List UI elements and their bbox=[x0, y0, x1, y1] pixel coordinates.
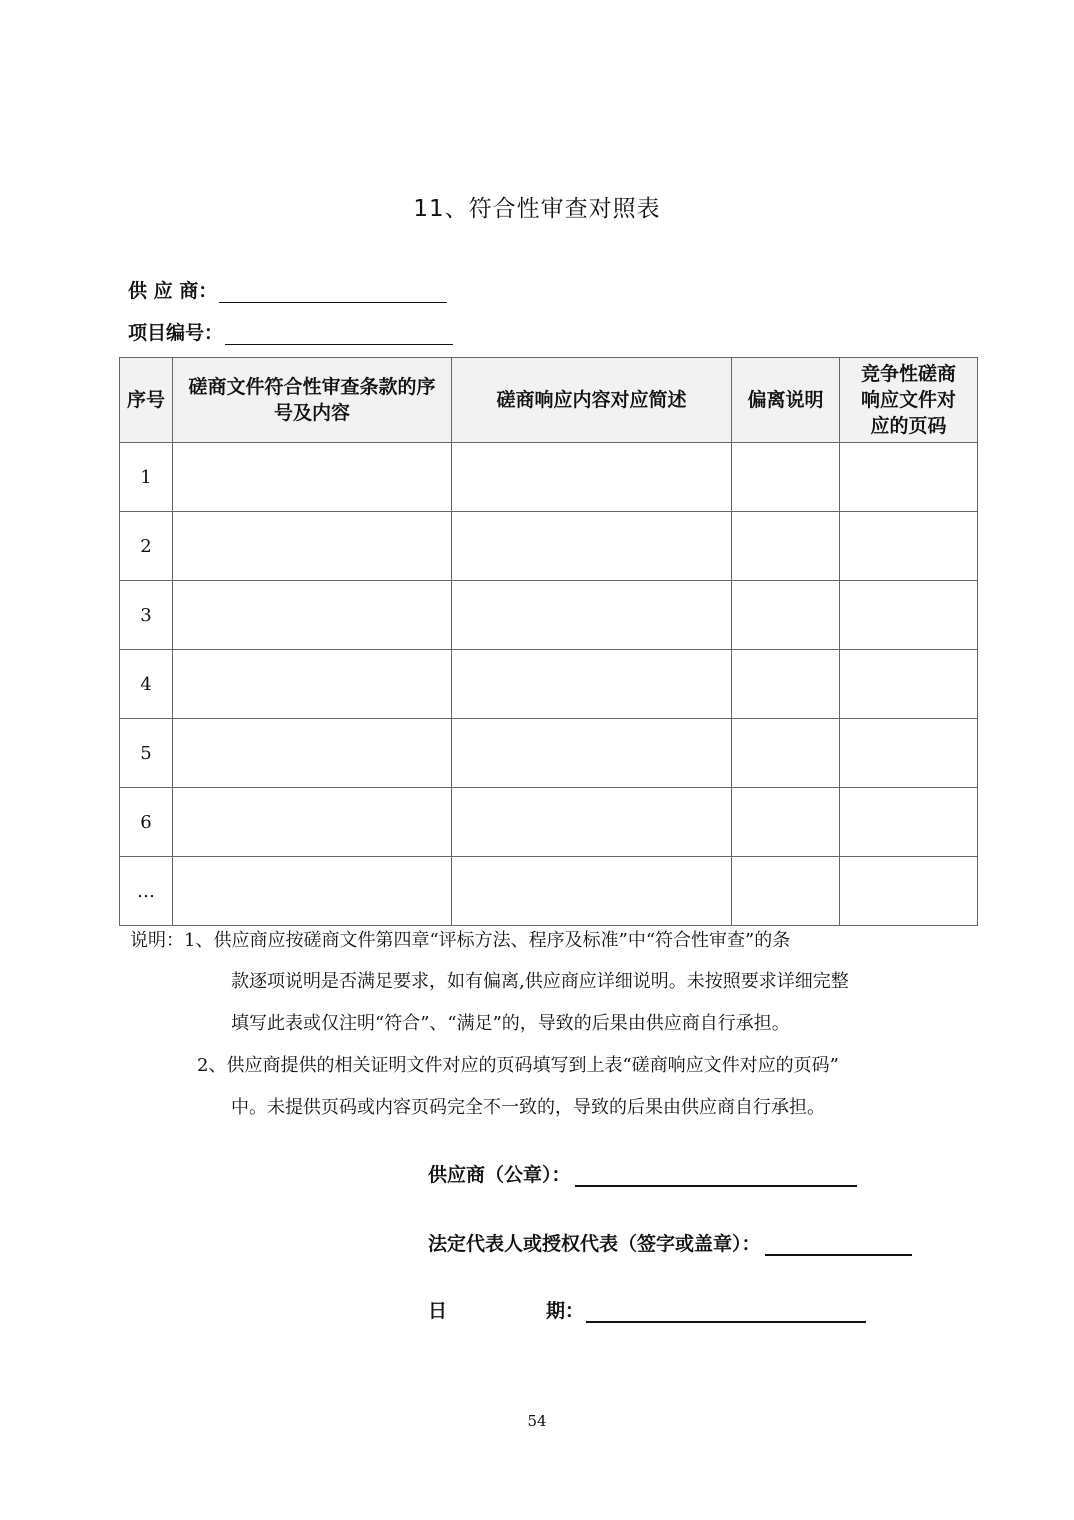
page-cell[interactable] bbox=[840, 512, 978, 581]
row-index: 6 bbox=[120, 788, 173, 857]
supplier-seal-line[interactable] bbox=[575, 1165, 857, 1187]
supplier-seal-label: 供应商（公章）： bbox=[428, 1164, 571, 1186]
deviation-cell[interactable] bbox=[732, 857, 840, 926]
table-row bbox=[120, 719, 978, 788]
deviation-cell[interactable] bbox=[732, 650, 840, 719]
summary-cell[interactable] bbox=[452, 581, 732, 650]
page-number: 54 bbox=[527, 1412, 547, 1430]
summary-cell[interactable] bbox=[452, 857, 732, 926]
page-cell[interactable] bbox=[840, 857, 978, 926]
table-row bbox=[120, 788, 978, 857]
clause-cell[interactable] bbox=[173, 581, 452, 650]
table-row bbox=[120, 443, 978, 512]
table-row bbox=[120, 857, 978, 926]
deviation-cell[interactable] bbox=[732, 719, 840, 788]
row-index: 5 bbox=[120, 719, 173, 788]
row-index: 1 bbox=[120, 443, 173, 512]
header-deviation: 偏离说明 bbox=[732, 358, 840, 443]
header-clause: 磋商文件符合性审查条款的序号及内容 bbox=[173, 358, 452, 443]
header-page-number: 竞争性磋商响应文件对应的页码 bbox=[840, 358, 978, 443]
deviation-cell[interactable] bbox=[732, 788, 840, 857]
page-title: 11、符合性审查对照表 bbox=[413, 196, 661, 222]
summary-cell[interactable] bbox=[452, 719, 732, 788]
clause-cell[interactable] bbox=[173, 650, 452, 719]
legal-rep-label: 法定代表人或授权代表（签字或盖章）： bbox=[428, 1233, 761, 1255]
table-header-row bbox=[120, 358, 978, 443]
date-line[interactable] bbox=[586, 1301, 866, 1323]
row-index: … bbox=[120, 857, 173, 926]
row-index: 4 bbox=[120, 650, 173, 719]
page-cell[interactable] bbox=[840, 788, 978, 857]
summary-cell[interactable] bbox=[452, 650, 732, 719]
summary-cell[interactable] bbox=[452, 788, 732, 857]
note-line: 填写此表或仅注明“符合”、“满足”的，导致的后果由供应商自行承担。 bbox=[231, 1013, 790, 1034]
supplier-field bbox=[128, 276, 447, 303]
deviation-cell[interactable] bbox=[732, 443, 840, 512]
project-number-input-line[interactable] bbox=[225, 324, 453, 345]
header-index: 序号 bbox=[120, 358, 173, 443]
row-index: 3 bbox=[120, 581, 173, 650]
date-field bbox=[428, 1296, 866, 1323]
legal-rep-field bbox=[428, 1229, 912, 1256]
page-cell[interactable] bbox=[840, 581, 978, 650]
deviation-cell[interactable] bbox=[732, 512, 840, 581]
deviation-cell[interactable] bbox=[732, 581, 840, 650]
table-row bbox=[120, 650, 978, 719]
summary-cell[interactable] bbox=[452, 512, 732, 581]
supplier-label: 供 应 商： bbox=[128, 280, 218, 302]
page-cell[interactable] bbox=[840, 443, 978, 512]
clause-cell[interactable] bbox=[173, 788, 452, 857]
row-index: 2 bbox=[120, 512, 173, 581]
project-number-field bbox=[128, 318, 453, 345]
note-line: 款逐项说明是否满足要求，如有偏离,供应商应详细说明。未按照要求详细完整 bbox=[231, 971, 849, 992]
table-row bbox=[120, 581, 978, 650]
compliance-table bbox=[119, 357, 978, 926]
legal-rep-line[interactable] bbox=[765, 1234, 912, 1256]
clause-cell[interactable] bbox=[173, 857, 452, 926]
clause-cell[interactable] bbox=[173, 512, 452, 581]
note-line: 说明：1、供应商应按磋商文件第四章“评标方法、程序及标准”中“符合性审查”的条 bbox=[130, 930, 791, 951]
project-number-label: 项目编号： bbox=[128, 322, 224, 344]
supplier-input-line[interactable] bbox=[219, 282, 447, 303]
page-cell[interactable] bbox=[840, 719, 978, 788]
note-line: 中。未提供页码或内容页码完全不一致的，导致的后果由供应商自行承担。 bbox=[231, 1097, 825, 1118]
page-cell[interactable] bbox=[840, 650, 978, 719]
note-line: 2、供应商提供的相关证明文件对应的页码填写到上表“磋商响应文件对应的页码” bbox=[197, 1055, 839, 1076]
date-label-right: 期： bbox=[546, 1300, 585, 1322]
clause-cell[interactable] bbox=[173, 719, 452, 788]
summary-cell[interactable] bbox=[452, 443, 732, 512]
clause-cell[interactable] bbox=[173, 443, 452, 512]
header-response-summary: 磋商响应内容对应简述 bbox=[452, 358, 732, 443]
table-row bbox=[120, 512, 978, 581]
supplier-seal-field bbox=[428, 1160, 857, 1187]
date-label-left: 日 bbox=[428, 1300, 448, 1322]
